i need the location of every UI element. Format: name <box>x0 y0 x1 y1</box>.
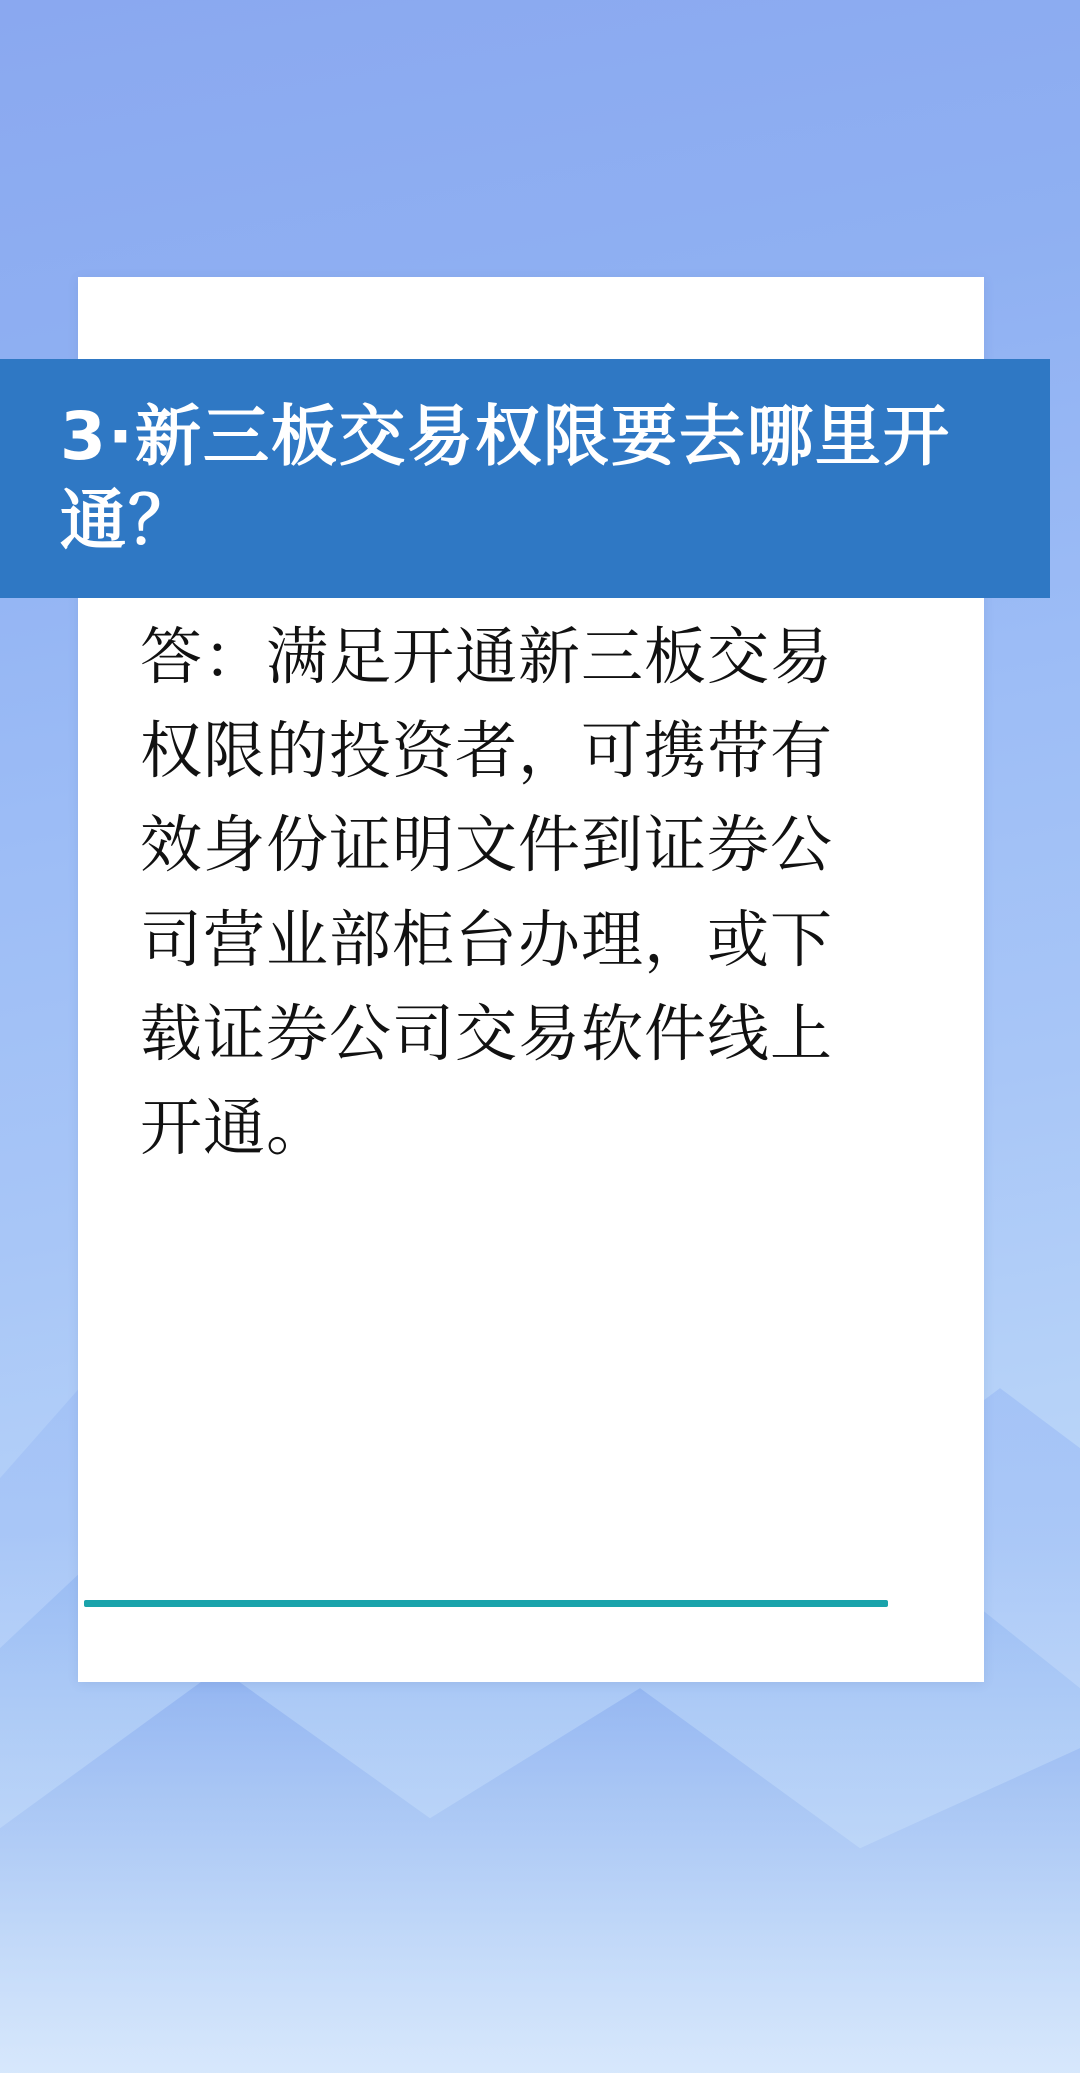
title-banner <box>0 359 1050 598</box>
answer-text: 答：满足开通新三板交易权限的投资者，可携带有效身份证明文件到证券公司营业部柜台办理，或下载证券公司交易软件线上开通。 <box>140 620 834 1165</box>
accent-divider <box>84 1600 888 1607</box>
page-title: 3·新三板交易权限要去哪里开通？ <box>60 398 951 560</box>
answer-block <box>140 610 840 1175</box>
